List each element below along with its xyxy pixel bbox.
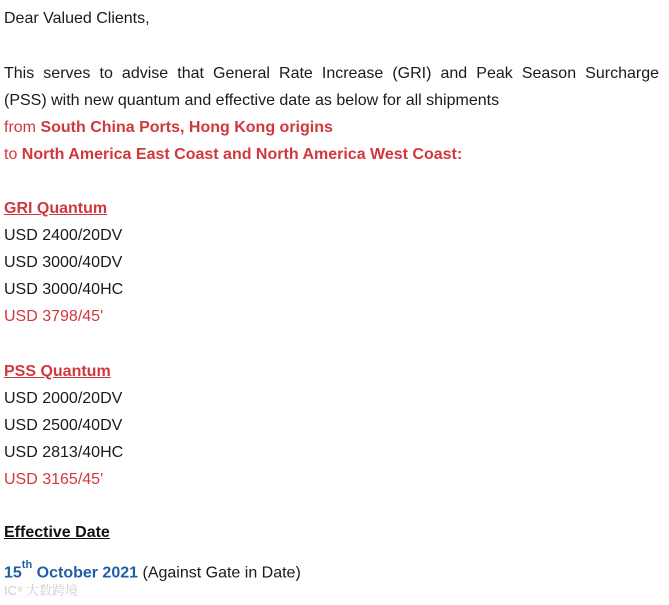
- effective-date-note: (Against Gate in Date): [142, 564, 301, 582]
- effective-month-year: October 2021: [36, 564, 139, 582]
- effective-date-heading: Effective Date: [4, 524, 110, 541]
- pss-rate-40hc: USD 2813/40HC: [4, 444, 124, 461]
- origin-line: [4, 118, 333, 138]
- intro-line-2: (PSS) with new quantum and effective date as below for all shipments: [4, 92, 500, 109]
- gri-heading: GRI Quantum: [4, 200, 108, 217]
- gri-rate-40dv: USD 3000/40DV: [4, 254, 123, 271]
- from-prefix: from: [4, 119, 36, 136]
- destination-line: [4, 145, 462, 165]
- pss-heading: PSS Quantum: [4, 363, 111, 380]
- pss-rate-40dv: USD 2500/40DV: [4, 417, 123, 434]
- effective-day-suffix: th: [21, 559, 33, 571]
- destination-ports: North America East Coast and North America West Coast:: [21, 146, 463, 163]
- effective-day: 15: [4, 564, 22, 582]
- greeting: Dear Valued Clients,: [4, 10, 150, 27]
- intro-line-1: This serves to advise that General Rate Increase (GRI) and Peak Season Surcharge: [4, 65, 659, 82]
- to-prefix: to: [4, 146, 18, 163]
- gri-rate-45: USD 3798/45': [4, 308, 104, 325]
- gri-rate-20dv: USD 2400/20DV: [4, 227, 123, 244]
- watermark: IC⁹ 大数跨境: [4, 583, 79, 598]
- gri-rate-40hc: USD 3000/40HC: [4, 281, 124, 298]
- pss-rate-45: USD 3165/45': [4, 471, 104, 488]
- origin-ports: South China Ports, Hong Kong origins: [40, 119, 333, 136]
- pss-rate-20dv: USD 2000/20DV: [4, 390, 123, 407]
